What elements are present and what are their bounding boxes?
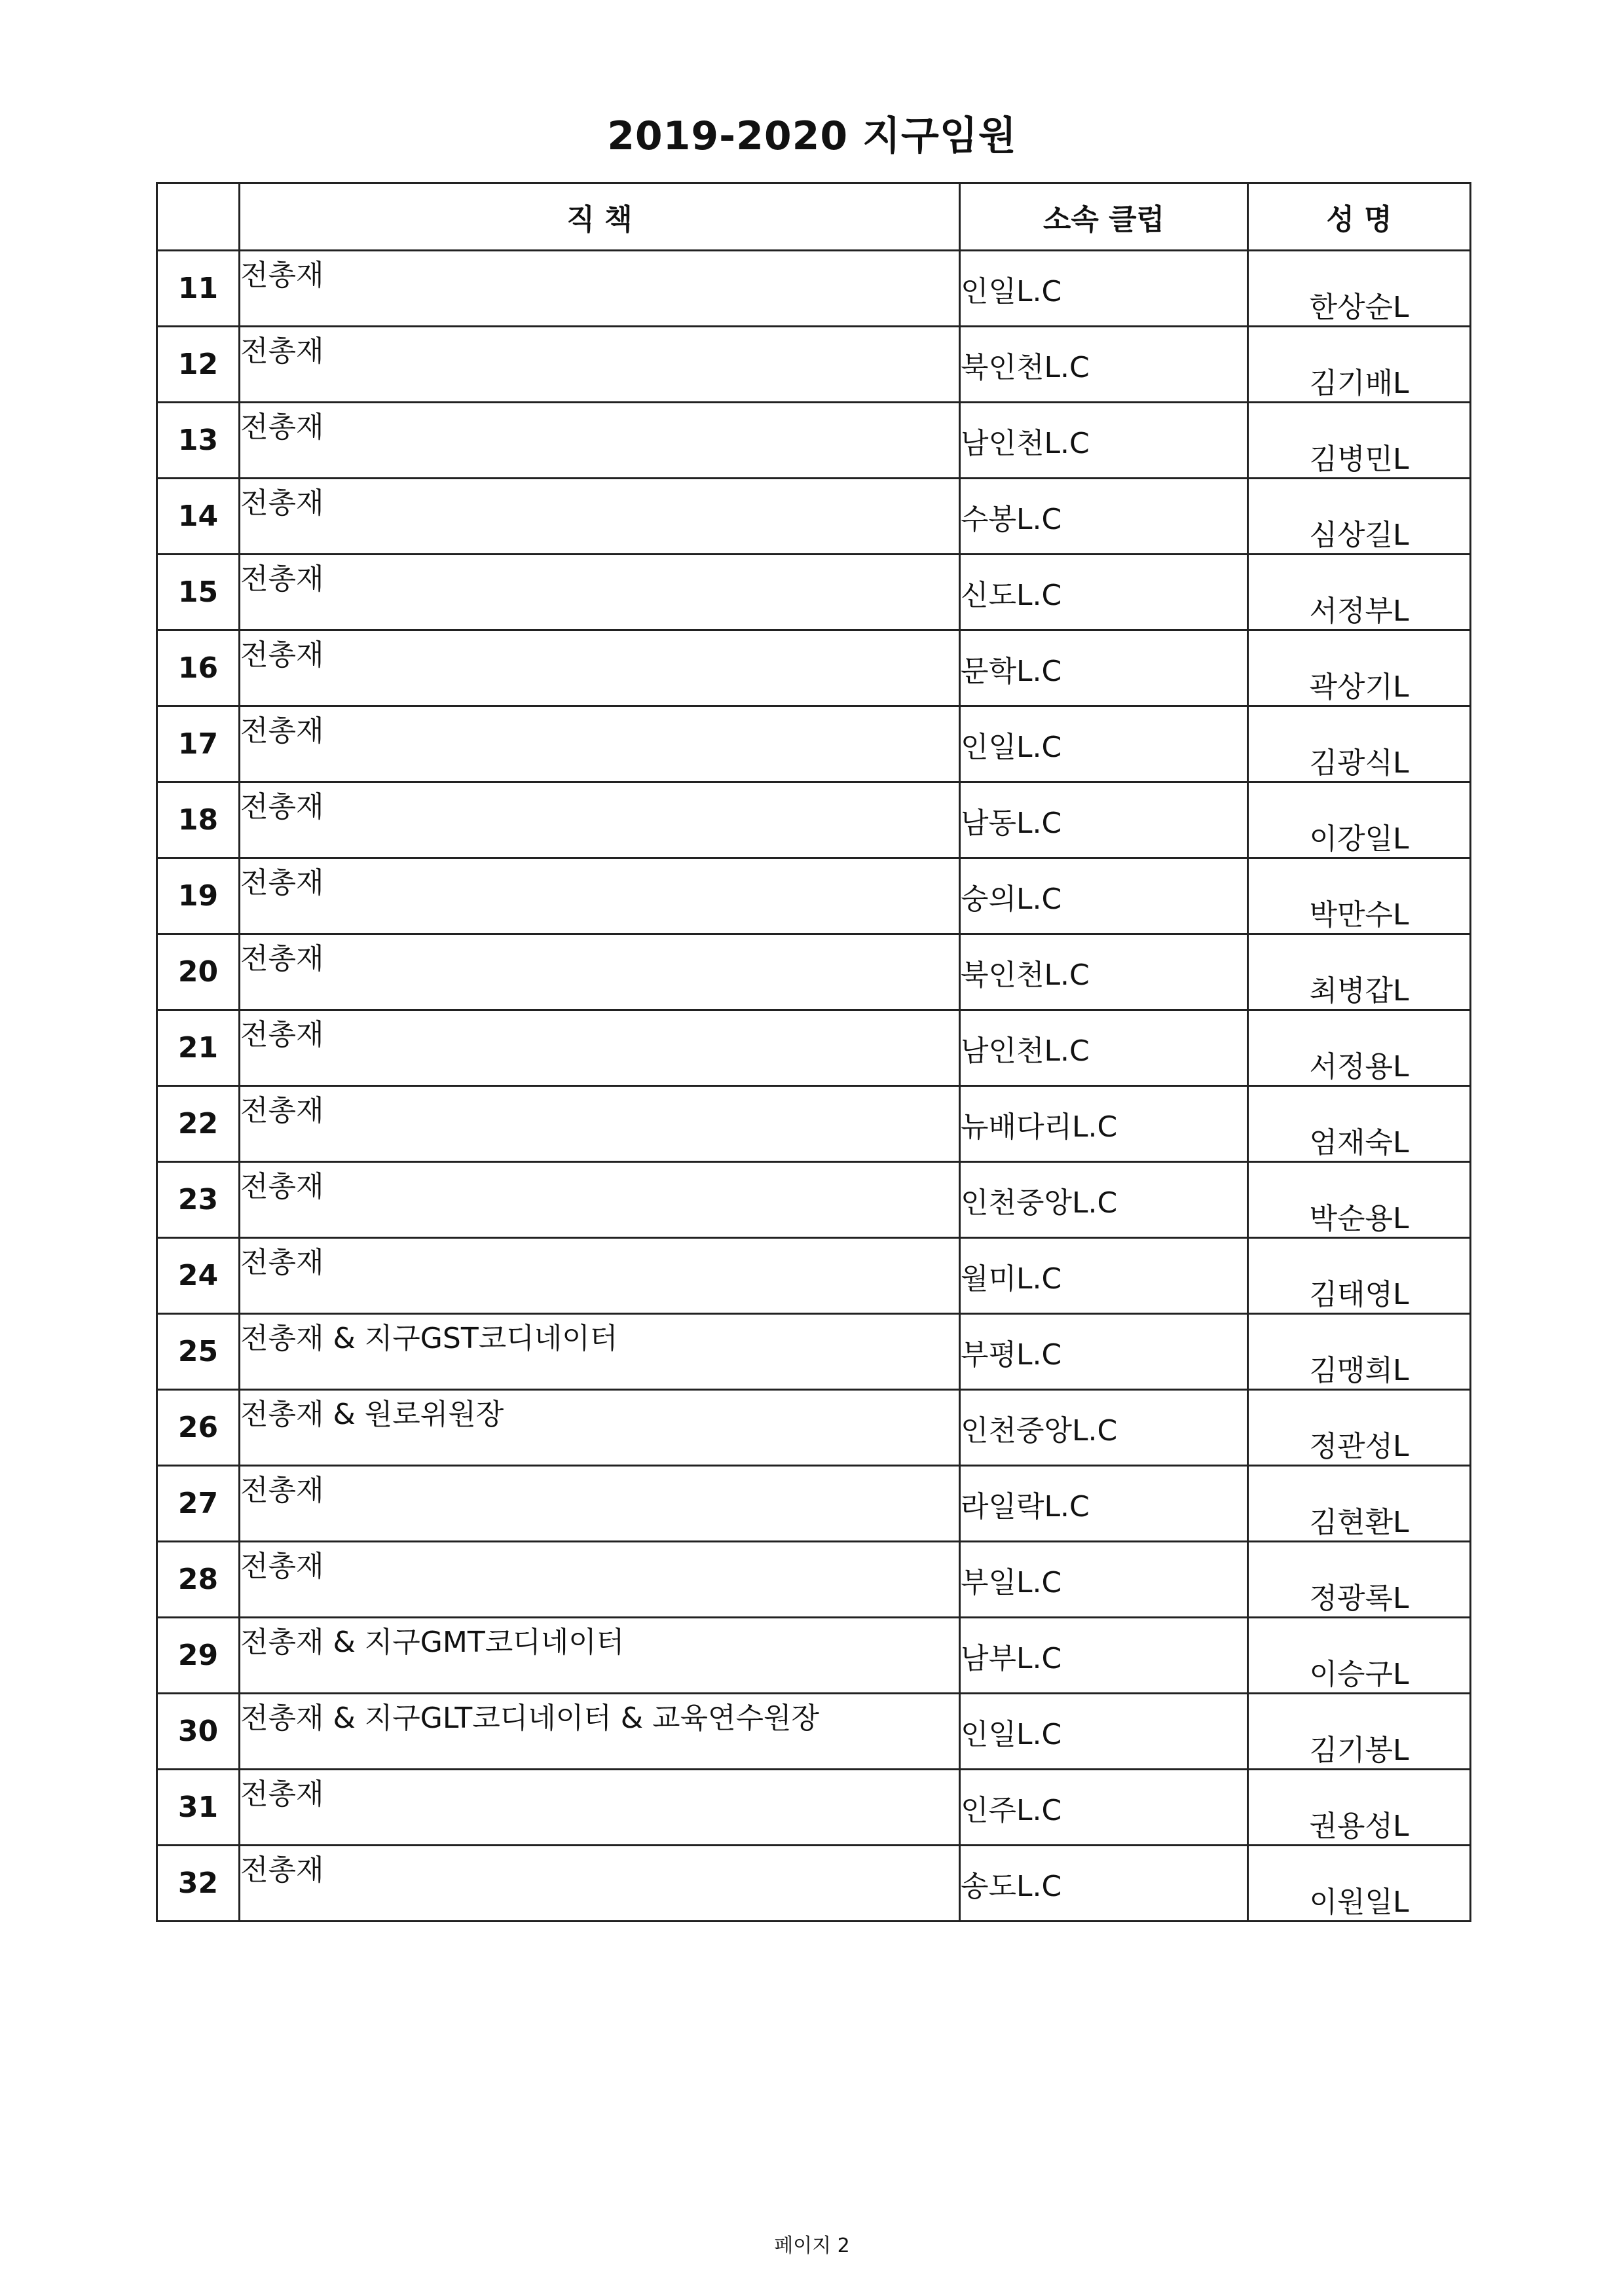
club-cell: 인주L.C [960,1770,1248,1846]
role-cell: 전총재 & 지구GMT코디네이터 [240,1618,960,1694]
role-cell: 전총재 [240,1770,960,1846]
table-row [157,782,1471,858]
club-cell: 송도L.C [960,1846,1248,1922]
name-cell: 박순용L [1248,1162,1471,1238]
table-row [157,403,1471,479]
table-row [157,555,1471,630]
row-number: 17 [157,706,240,782]
name-cell: 김기배L [1248,327,1471,403]
role-cell: 전총재 & 원로위원장 [240,1390,960,1466]
table-row [157,1390,1471,1466]
club-cell: 라일락L.C [960,1466,1248,1542]
role-cell: 전총재 [240,858,960,934]
header-number [157,183,240,251]
row-number: 16 [157,630,240,706]
row-number: 11 [157,251,240,327]
name-cell: 서정용L [1248,1010,1471,1086]
name-cell: 이강일L [1248,782,1471,858]
table-row [157,1466,1471,1542]
table-row [157,1162,1471,1238]
row-number: 12 [157,327,240,403]
club-cell: 월미L.C [960,1238,1248,1314]
officers-table [156,182,1471,1922]
role-cell: 전총재 [240,1086,960,1162]
club-cell: 인일L.C [960,706,1248,782]
row-number: 14 [157,479,240,555]
role-cell: 전총재 [240,1010,960,1086]
row-number: 15 [157,555,240,630]
name-cell: 김병민L [1248,403,1471,479]
page-number: 페이지 2 [774,2234,850,2257]
role-cell: 전총재 & 지구GLT코디네이터 & 교육연수원장 [240,1694,960,1770]
role-cell: 전총재 [240,555,960,630]
name-cell: 정광록L [1248,1542,1471,1618]
row-number: 27 [157,1466,240,1542]
role-cell: 전총재 [240,782,960,858]
row-number: 23 [157,1162,240,1238]
header-club: 소속 클럽 [960,183,1248,251]
row-number: 13 [157,403,240,479]
row-number: 29 [157,1618,240,1694]
role-cell: 전총재 [240,1238,960,1314]
table-row [157,1238,1471,1314]
table-header-row [157,183,1471,251]
row-number: 22 [157,1086,240,1162]
name-cell: 이승구L [1248,1618,1471,1694]
table-row [157,706,1471,782]
role-cell: 전총재 & 지구GST코디네이터 [240,1314,960,1390]
table-row [157,630,1471,706]
name-cell: 김맹희L [1248,1314,1471,1390]
table-row [157,1694,1471,1770]
table-row [157,934,1471,1010]
table-row [157,1542,1471,1618]
name-cell: 김기봉L [1248,1694,1471,1770]
role-cell: 전총재 [240,706,960,782]
club-cell: 부일L.C [960,1542,1248,1618]
table-row [157,327,1471,403]
row-number: 20 [157,934,240,1010]
table-row [157,1618,1471,1694]
role-cell: 전총재 [240,1542,960,1618]
table-row [157,251,1471,327]
row-number: 19 [157,858,240,934]
name-cell: 김태영L [1248,1238,1471,1314]
club-cell: 인천중앙L.C [960,1162,1248,1238]
club-cell: 북인천L.C [960,327,1248,403]
row-number: 31 [157,1770,240,1846]
name-cell: 곽상기L [1248,630,1471,706]
club-cell: 인일L.C [960,251,1248,327]
club-cell: 문학L.C [960,630,1248,706]
table-row [157,1846,1471,1922]
row-number: 21 [157,1010,240,1086]
role-cell: 전총재 [240,934,960,1010]
table-row [157,1086,1471,1162]
header-name: 성 명 [1248,183,1471,251]
role-cell: 전총재 [240,403,960,479]
name-cell: 이원일L [1248,1846,1471,1922]
name-cell: 김현환L [1248,1466,1471,1542]
role-cell: 전총재 [240,1162,960,1238]
name-cell: 박만수L [1248,858,1471,934]
name-cell: 권용성L [1248,1770,1471,1846]
page-title: 2019-2020 지구임원 [607,113,1017,159]
row-number: 28 [157,1542,240,1618]
club-cell: 남인천L.C [960,1010,1248,1086]
club-cell: 북인천L.C [960,934,1248,1010]
header-role: 직 책 [240,183,960,251]
role-cell: 전총재 [240,630,960,706]
role-cell: 전총재 [240,1466,960,1542]
club-cell: 뉴배다리L.C [960,1086,1248,1162]
name-cell: 한상순L [1248,251,1471,327]
table-row [157,1010,1471,1086]
name-cell: 정관성L [1248,1390,1471,1466]
club-cell: 인일L.C [960,1694,1248,1770]
club-cell: 남인천L.C [960,403,1248,479]
club-cell: 남부L.C [960,1618,1248,1694]
club-cell: 남동L.C [960,782,1248,858]
row-number: 32 [157,1846,240,1922]
row-number: 18 [157,782,240,858]
name-cell: 김광식L [1248,706,1471,782]
row-number: 25 [157,1314,240,1390]
row-number: 26 [157,1390,240,1466]
name-cell: 엄재숙L [1248,1086,1471,1162]
club-cell: 신도L.C [960,555,1248,630]
table-row [157,1314,1471,1390]
table-row [157,858,1471,934]
role-cell: 전총재 [240,327,960,403]
name-cell: 최병갑L [1248,934,1471,1010]
role-cell: 전총재 [240,251,960,327]
name-cell: 서정부L [1248,555,1471,630]
club-cell: 숭의L.C [960,858,1248,934]
role-cell: 전총재 [240,1846,960,1922]
row-number: 24 [157,1238,240,1314]
role-cell: 전총재 [240,479,960,555]
table-row [157,1770,1471,1846]
club-cell: 부평L.C [960,1314,1248,1390]
name-cell: 심상길L [1248,479,1471,555]
row-number: 30 [157,1694,240,1770]
table-row [157,479,1471,555]
club-cell: 수봉L.C [960,479,1248,555]
club-cell: 인천중앙L.C [960,1390,1248,1466]
